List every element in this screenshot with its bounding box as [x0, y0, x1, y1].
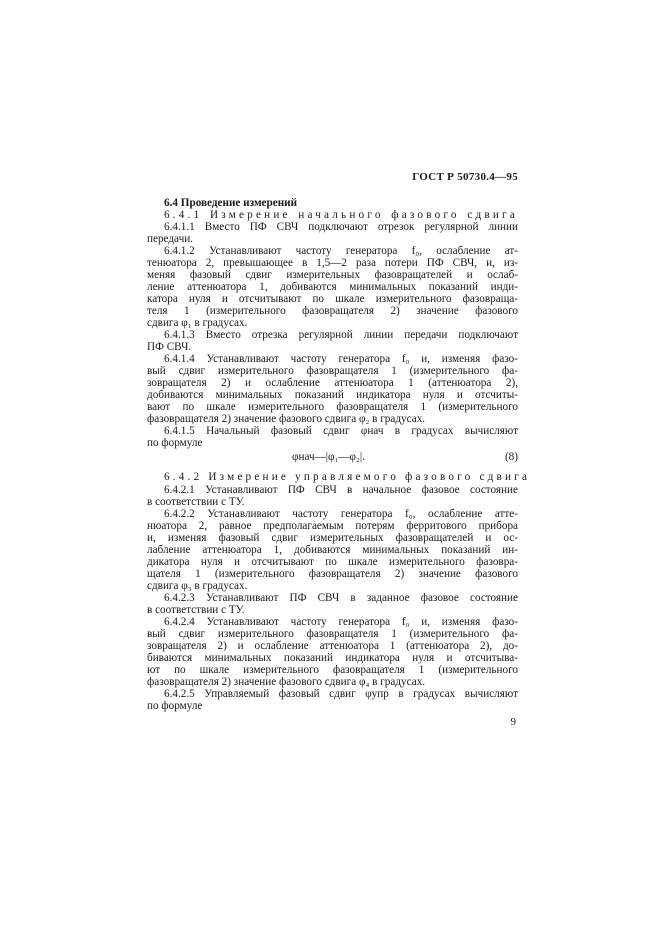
- text-line: теля 1 (измерительного фазовращателя 2) значение фазового: [147, 305, 518, 317]
- paragraph: [147, 353, 518, 425]
- text-line: фазовращателя 2) значение фазового сдвига φ₂ в градусах.: [147, 413, 426, 425]
- text-line: в соответствии с ТУ.: [147, 604, 245, 616]
- section-heading: [147, 209, 518, 221]
- paragraph: [147, 616, 518, 688]
- text-line: 6.4.2.2 Устанавливают частоту генератора f₀, ослабление атте-: [164, 508, 518, 520]
- text-line: ПФ СВЧ.: [147, 341, 192, 353]
- text-line: вый сдвиг измерительного фазовращателя 1 (измерительного фа-: [147, 365, 518, 377]
- text-line: лабление аттенюатора 1, добиваются минимальных показаний ин-: [147, 544, 518, 556]
- page-number: 9: [510, 716, 516, 728]
- formula-expression: φнач—|φ₁—φ₂|.: [292, 451, 365, 463]
- text-line: 6.4.2.1 Устанавливают ПФ СВЧ в начальное фазовое состояние: [164, 484, 518, 496]
- text-line: 6.4.1.3 Вместо отрезка регулярной линии передачи подключают: [164, 329, 518, 341]
- text-line: вают по шкале измерительного фазовращателя 1 (измерительного: [147, 401, 518, 413]
- text-line: 6.4.1.4 Устанавливают частоту генератора f₀ и, изменяя фазо-: [164, 353, 518, 365]
- text-line: тенюатора 2, превышающее в 1,5—2 раза потери ПФ СВЧ, и, из-: [147, 257, 518, 269]
- text-line: вый сдвиг измерительного фазовращателя 1 (измерительного фа-: [147, 628, 518, 640]
- section-heading: [147, 197, 518, 209]
- document-header: ГОСТ Р 50730.4—95: [412, 171, 518, 183]
- text-line: зовращателя 2) и ослабление аттенюатора 1 (аттенюатора 2), до-: [147, 640, 518, 652]
- text-line: нюатора 2, равное предполагаемым потерям ферритового прибора: [147, 520, 518, 532]
- text-line: по формуле: [147, 700, 203, 712]
- text-line: и, изменяя фазовый сдвиг измерительных фазовращателей и ос-: [147, 532, 518, 544]
- paragraph: [147, 425, 518, 449]
- text-line: сдвига φ₁ в градусах.: [147, 317, 248, 329]
- text-line: зовращателя 2) и ослабление аттенюатора 1 (аттенюатора 2),: [147, 377, 518, 389]
- text-line: в соответствии с ТУ.: [147, 496, 245, 508]
- text-line: 6.4.1 Измерение начального фазового сдвига: [164, 209, 518, 221]
- paragraph: [147, 508, 518, 592]
- text-line: 6.4.1.5 Начальный фазовый сдвиг φнач в градусах вычисляют: [164, 425, 518, 437]
- text-line: щателя 1 (измерительного фазовращателя 2) значение фазового: [147, 568, 518, 580]
- text-line: 6.4.1.1 Вместо ПФ СВЧ подключают отрезок регулярной линии: [164, 221, 518, 233]
- section-6-4-2: [147, 484, 518, 712]
- text-line: 6.4 Проведение измерений: [164, 197, 298, 209]
- text-line: меняя фазовый сдвиг измерительных фазовращателей и ослаб-: [147, 269, 518, 281]
- paragraph: [147, 221, 518, 245]
- section-heading: [147, 471, 531, 483]
- paragraph: [147, 688, 518, 712]
- section-6-4-1: [147, 197, 518, 449]
- text-line: катора нуля и отсчитывают по шкале измерительного фазовраща-: [147, 293, 518, 305]
- text-line: ют по шкале измерительного фазовращателя 1 (измерительного: [147, 664, 518, 676]
- text-line: ление аттенюатора 1, добиваются минимальных показаний инди-: [147, 281, 518, 293]
- text-line: 6.4.1.2 Устанавливают частоту генератора f₀, ослабление ат-: [164, 245, 518, 257]
- text-line: дикатора нуля и отсчитывают по шкале измерительного фазовра-: [147, 556, 518, 568]
- formula-8: [147, 451, 518, 463]
- text-line: 6.4.2 Измерение управляемого фазового сдвига: [164, 471, 531, 483]
- text-line: 6.4.2.5 Управляемый фазовый сдвиг φупр в градусах вычисляют: [164, 688, 518, 700]
- text-line: 6.4.2.3 Устанавливают ПФ СВЧ в заданное фазовое состояние: [164, 592, 518, 604]
- text-line: биваются минимальных показаний индикатора нуля и отсчитыва-: [147, 652, 518, 664]
- text-line: сдвига φ₃ в градусах.: [147, 580, 248, 592]
- text-line: 6.4.2.4 Устанавливают частоту генератора f₀ и, изменяя фазо-: [164, 616, 518, 628]
- paragraph: [147, 329, 518, 353]
- formula-number: (8): [504, 451, 518, 463]
- paragraph: [147, 592, 518, 616]
- paragraph: [147, 245, 518, 329]
- section-6-4-2-heading: [147, 471, 531, 483]
- paragraph: [147, 484, 518, 508]
- text-line: фазовращателя 2) значение фазового сдвига φ₄ в градусах.: [147, 676, 426, 688]
- text-line: передачи.: [147, 233, 193, 245]
- text-line: по формуле: [147, 437, 203, 449]
- text-line: добиваются минимальных показаний индикатора нуля и отсчиты-: [147, 389, 518, 401]
